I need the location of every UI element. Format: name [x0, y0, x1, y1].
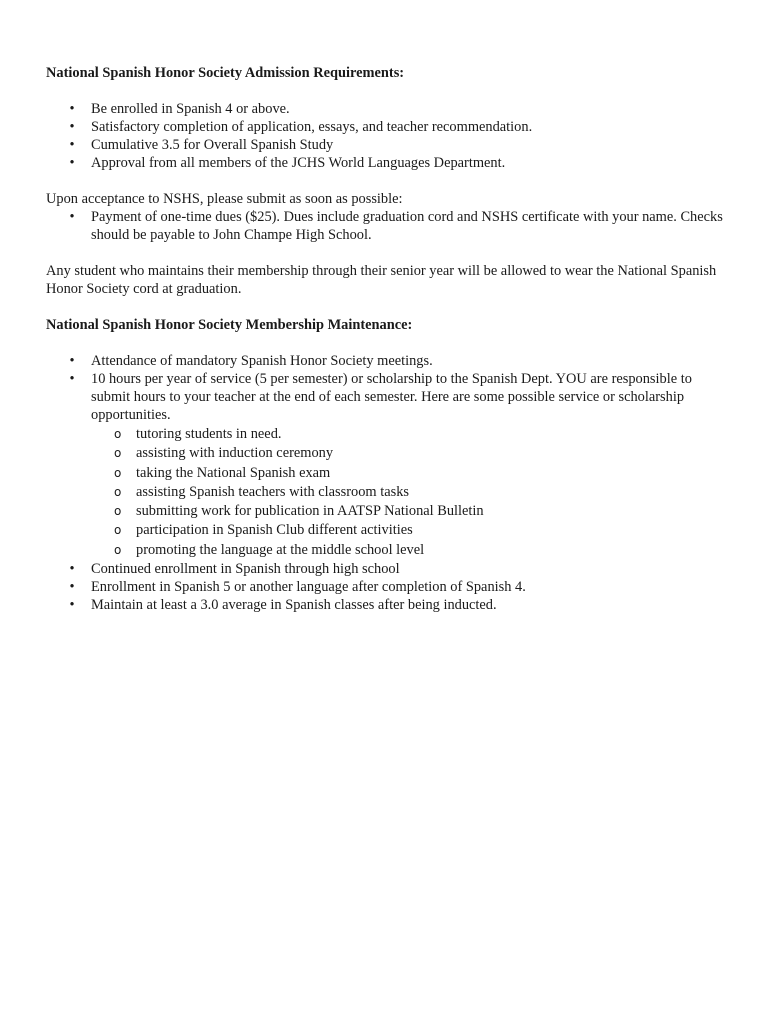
maintenance-heading: National Spanish Honor Society Membership Maintenance: [46, 317, 413, 333]
list-item: • Maintain at least a 3.0 average in Spanish classes after being inducted. [91, 596, 726, 614]
bullet-icon: • [69, 579, 75, 596]
sub-list-item: o participation in Spanish Club different activities [136, 521, 726, 540]
list-item: • Enrollment in Spanish 5 or another language after completion of Spanish 4. [91, 578, 726, 596]
bullet-icon: • [69, 597, 75, 614]
list-item: • Satisfactory completion of application, essays, and teacher recommendation. [91, 118, 726, 136]
bullet-icon: • [69, 119, 75, 135]
circle-bullet-icon: o [114, 465, 122, 480]
circle-bullet-icon: o [114, 504, 122, 519]
circle-bullet-icon: o [114, 484, 122, 499]
acceptance-list [46, 208, 726, 244]
bullet-icon: • [69, 209, 75, 225]
sub-list-item: o tutoring students in need. [136, 425, 726, 444]
circle-bullet-icon: o [114, 542, 122, 557]
bullet-icon: • [69, 155, 75, 171]
bullet-icon: • [69, 137, 75, 153]
circle-bullet-icon: o [114, 523, 122, 538]
list-item: • Approval from all members of the JCHS World Languages Department. [91, 154, 726, 172]
bullet-icon: • [69, 101, 75, 117]
sub-list-item: o assisting with induction ceremony [136, 444, 726, 463]
list-item: • Continued enrollment in Spanish through high school [91, 560, 726, 578]
list-item: • Cumulative 3.5 for Overall Spanish Study [91, 136, 726, 154]
sub-list-item: o assisting Spanish teachers with classroom tasks [136, 483, 726, 502]
service-options-list [91, 425, 726, 560]
bullet-icon: • [69, 561, 75, 578]
sub-list-item: o submitting work for publication in AATSP National Bulletin [136, 502, 726, 521]
list-item: • Attendance of mandatory Spanish Honor Society meetings. [91, 352, 726, 370]
admission-list [46, 100, 726, 172]
graduation-note: Any student who maintains their membership through their senior year will be allowed to wear the National Spanish Honor Society cord at graduation. [46, 263, 717, 297]
bullet-icon: • [69, 353, 75, 369]
sub-list-item: o promoting the language at the middle school level [136, 541, 726, 560]
bullet-icon: • [69, 371, 75, 387]
list-item: • 10 hours per year of service (5 per semester) or scholarship to the Spanish Dept. YOU are responsible to submit hours to your teacher at the end of each semester. Here are some possible service or scholarship opportunities. o tutoring students in need. o assisting with induction ceremony o taking the National Spanish exam o assisting Spanish teachers with classroom tasks o submitting work for publication in AATSP National Bulletin o participation in Spanish Club different activities o promoting the language at the middle school level [91, 370, 726, 560]
maintenance-list [46, 352, 726, 614]
document-page [46, 64, 726, 614]
list-item: • Be enrolled in Spanish 4 or above. [91, 100, 726, 118]
list-item: • Payment of one-time dues ($25). Dues include graduation cord and NSHS certificate with your name. Checks should be payable to John Champe High School. [91, 208, 726, 244]
admission-heading: National Spanish Honor Society Admission Requirements: [46, 65, 405, 81]
sub-list-item: o taking the National Spanish exam [136, 464, 726, 483]
circle-bullet-icon: o [114, 427, 122, 441]
circle-bullet-icon: o [114, 446, 122, 461]
acceptance-intro: Upon acceptance to NSHS, please submit as soon as possible: [46, 191, 403, 207]
